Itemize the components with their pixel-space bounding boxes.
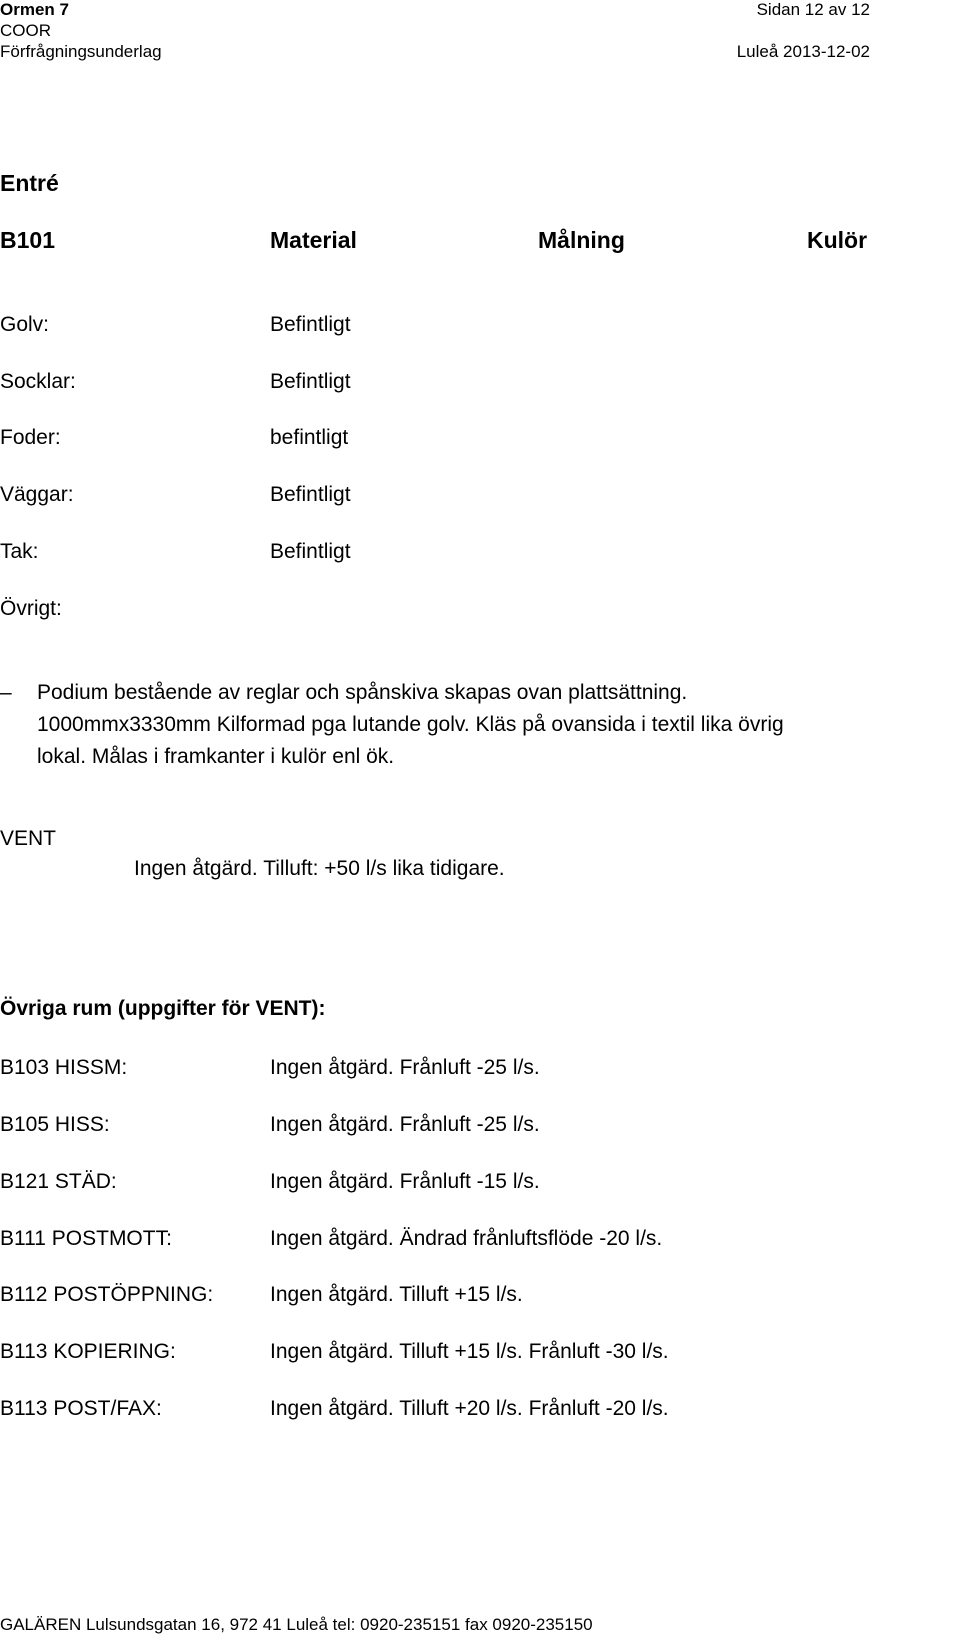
other-room-name: B121 STÄD:	[0, 1170, 117, 1193]
header-company: COOR	[0, 21, 51, 40]
bullet-line: lokal. Målas i framkanter i kulör enl ök.	[37, 745, 395, 768]
header-page-number: Sidan 12 av 12	[756, 0, 870, 19]
other-room-name: B111 POSTMOTT:	[0, 1227, 172, 1250]
surface-label-skirting: Socklar:	[0, 370, 76, 393]
other-room-name: B113 POST/FAX:	[0, 1397, 162, 1420]
column-header-material: Material	[270, 227, 357, 253]
other-room-name: B113 KOPIERING:	[0, 1340, 176, 1363]
other-room-action: Ingen åtgärd. Frånluft -25 l/s.	[270, 1056, 540, 1079]
vent-text: Ingen åtgärd. Tilluft: +50 l/s lika tidigare.	[134, 857, 505, 880]
surface-label-trim: Foder:	[0, 426, 61, 449]
other-room-name: B112 POSTÖPPNING:	[0, 1283, 214, 1306]
other-room-action: Ingen åtgärd. Tilluft +15 l/s. Frånluft -30 l/s.	[270, 1340, 669, 1363]
other-label: Övrigt:	[0, 597, 62, 620]
other-room-name: B103 HISSM:	[0, 1056, 128, 1079]
other-rooms-title: Övriga rum (uppgifter för VENT):	[0, 997, 326, 1020]
surface-material-walls: Befintligt	[270, 483, 351, 506]
surface-material-floor: Befintligt	[270, 313, 351, 336]
column-header-paint: Målning	[538, 227, 625, 253]
column-header-color: Kulör	[807, 227, 868, 253]
bullet-line: Podium bestående av reglar och spånskiva skapas ovan plattsättning.	[37, 681, 688, 704]
bullet-dash-icon: –	[0, 681, 12, 704]
bullet-line: 1000mmx3330mm Kilformad pga lutande golv. Kläs på ovansida i textil lika övrig	[37, 713, 784, 736]
header-place-date: Luleå 2013-12-02	[736, 42, 870, 61]
surface-label-walls: Väggar:	[0, 483, 74, 506]
room-number: B101	[0, 227, 55, 253]
other-room-action: Ingen åtgärd. Frånluft -15 l/s.	[270, 1170, 540, 1193]
footer-address: GALÄREN Lulsundsgatan 16, 972 41 Luleå tel: 0920-235151 fax 0920-235150	[0, 1615, 593, 1634]
other-room-name: B105 HISS:	[0, 1113, 110, 1136]
vent-label: VENT	[0, 827, 57, 850]
header-project: Ormen 7	[0, 0, 69, 19]
surface-label-floor: Golv:	[0, 313, 50, 336]
surface-material-trim: befintligt	[270, 426, 349, 449]
other-room-action: Ingen åtgärd. Tilluft +20 l/s. Frånluft -20 l/s.	[270, 1397, 669, 1420]
surface-material-ceiling: Befintligt	[270, 540, 351, 563]
header-doc-type: Förfrågningsunderlag	[0, 42, 162, 61]
bullet-paragraph	[37, 677, 784, 773]
surface-label-ceiling: Tak:	[0, 540, 39, 563]
surface-material-skirting: Befintligt	[270, 370, 351, 393]
other-room-action: Ingen åtgärd. Ändrad frånluftsflöde -20 l/s.	[270, 1227, 663, 1250]
other-room-action: Ingen åtgärd. Tilluft +15 l/s.	[270, 1283, 523, 1306]
other-room-action: Ingen åtgärd. Frånluft -25 l/s.	[270, 1113, 540, 1136]
section-title: Entré	[0, 170, 59, 196]
